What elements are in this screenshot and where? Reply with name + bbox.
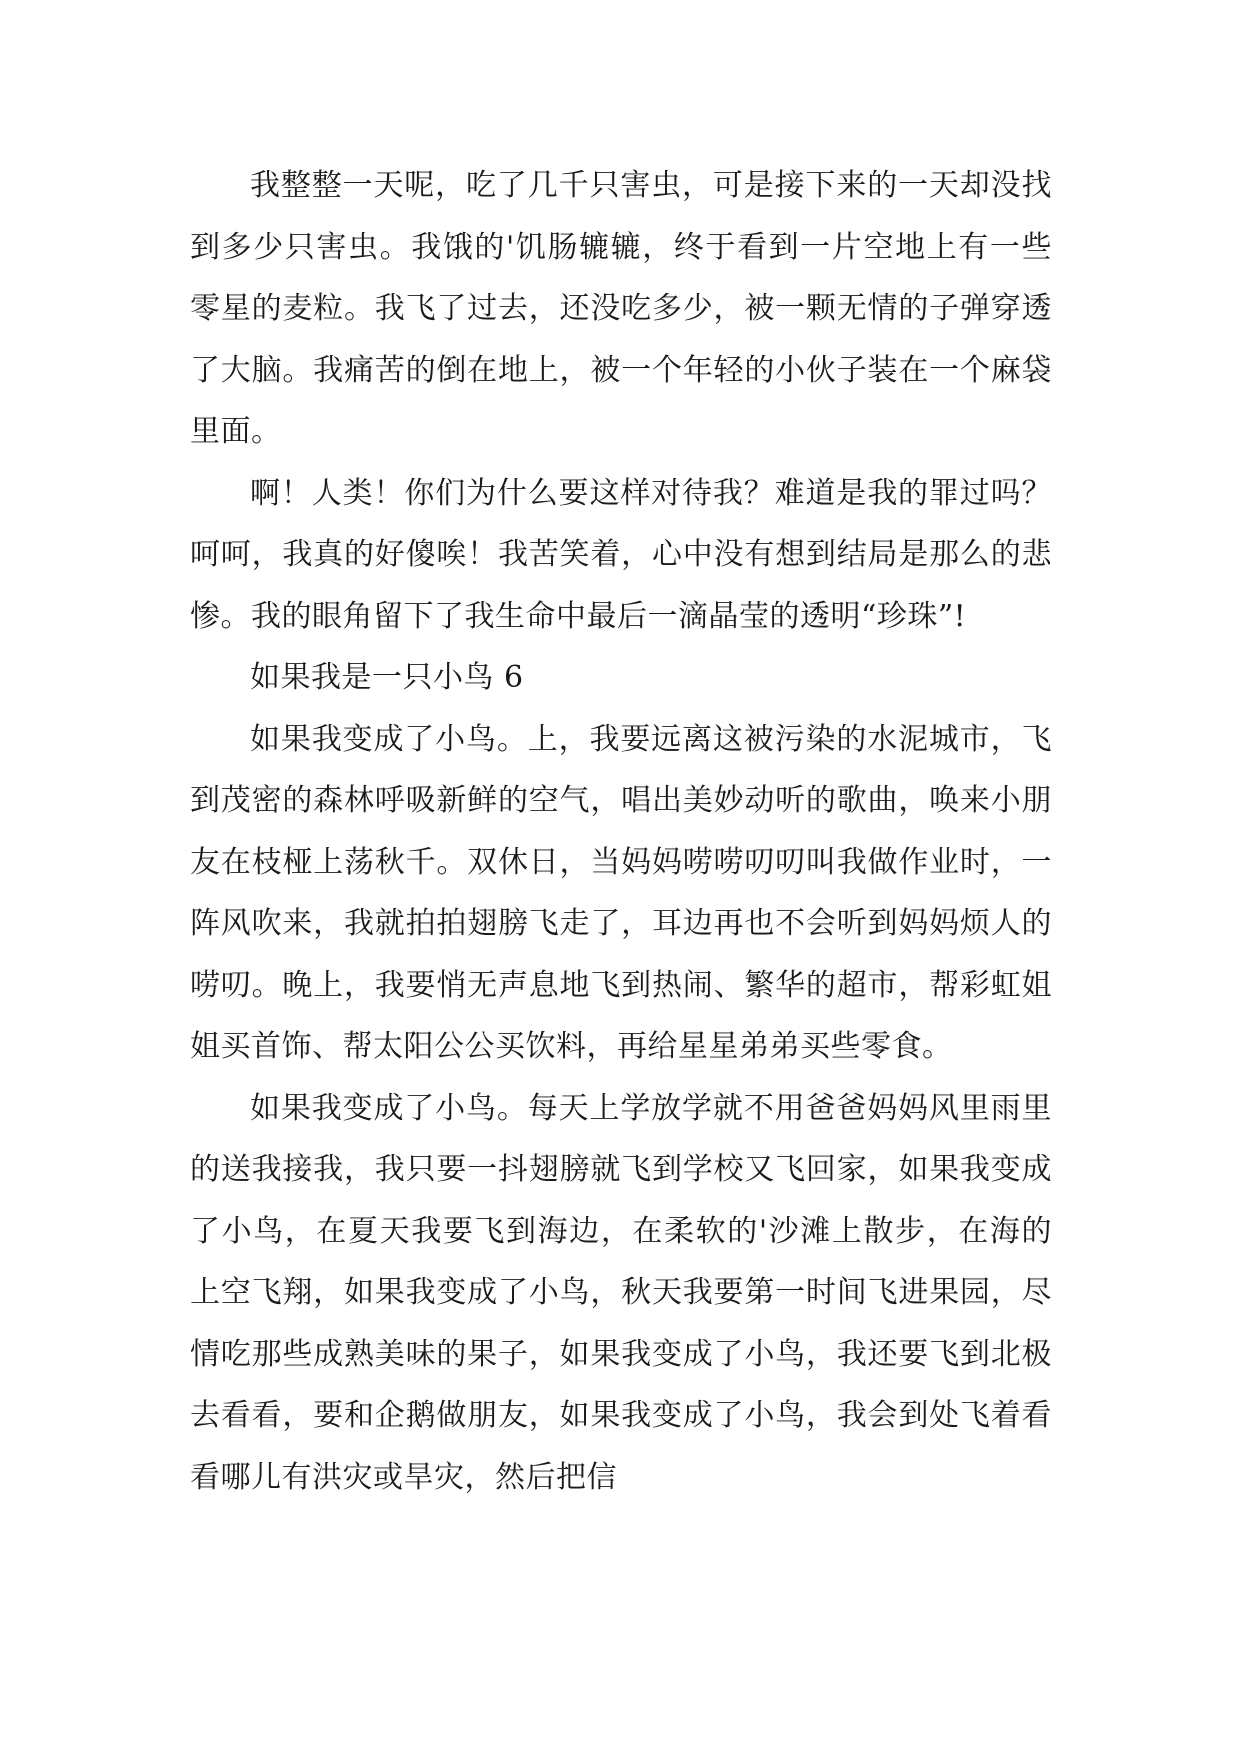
document-body <box>190 155 1052 1508</box>
section-title: 如果我是一只小鸟 6 <box>250 660 524 695</box>
paragraph: 如果我变成了小鸟。上，我要远离这被污染的水泥城市，飞到茂密的森林呼吸新鲜的空气，唱出美妙动听的歌曲，唤来小朋友在枝桠上荡秋千。双休日，当妈妈唠唠叨叨叫我做作业时，一阵风吹来，我就拍拍翅膀飞走了，耳边再也不会听到妈妈烦人的唠叨。晚上，我要悄无声息地飞到热闹、繁华的超市，帮彩虹姐姐买首饰、帮太阳公公买饮料，再给星星弟弟买些零食。 <box>190 721 1052 1064</box>
paragraph: 啊！人类！你们为什么要这样对待我？难道是我的罪过吗？呵呵，我真的好傻唉！我苦笑着，心中没有想到结局是那么的悲惨。我的眼角留下了我生命中最后一滴晶莹的透明“珍珠”! <box>190 475 1052 634</box>
paragraph: 我整整一天呢，吃了几千只害虫，可是接下来的一天却没找到多少只害虫。我饿的'饥肠辘辘，终于看到一片空地上有一些零星的麦粒。我飞了过去，还没吃多少，被一颗无情的子弹穿透了大脑。我痛苦的倒在地上，被一个年轻的小伙子装在一个麻袋里面。 <box>190 168 1052 449</box>
paragraph: 如果我变成了小鸟。每天上学放学就不用爸爸妈妈风里雨里的送我接我，我只要一抖翅膀就飞到学校又飞回家，如果我变成了小鸟，在夏天我要飞到海边，在柔软的'沙滩上散步，在海的上空飞翔，如果我变成了小鸟，秋天我要第一时间飞进果园，尽情吃那些成熟美味的果子，如果我变成了小鸟，我还要飞到北极去看看，要和企鹅做朋友，如果我变成了小鸟，我会到处飞着看看哪儿有洪灾或旱灾，然后把信 <box>190 1090 1052 1495</box>
